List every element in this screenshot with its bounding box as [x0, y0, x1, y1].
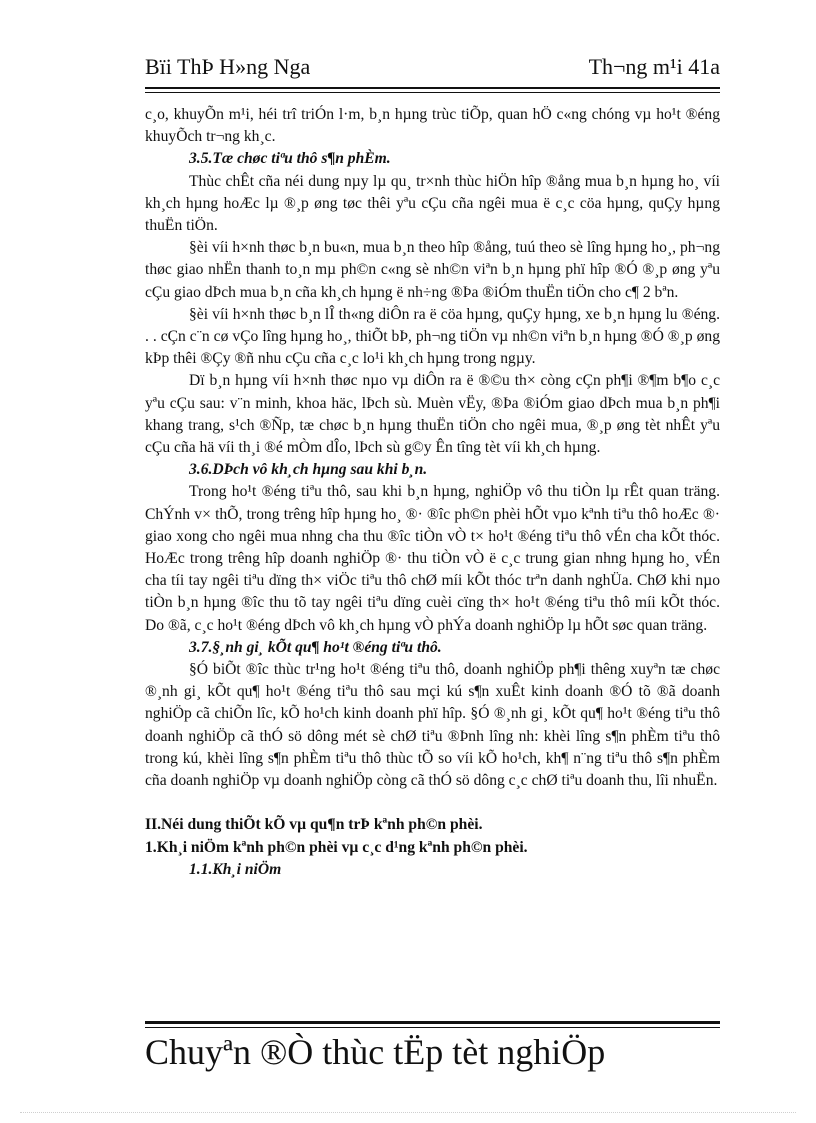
- footer-title: Chuyªn ®Ò thùc tËp tèt nghiÖp: [145, 1032, 606, 1072]
- header-rule-thin: [145, 92, 720, 93]
- section-heading-3-5: 3.5.Tæ chøc tiªu thô s¶n phÈm.: [189, 150, 391, 168]
- paragraph: Thùc chÊt cña néi dung nµy lµ qu¸ tr×nh thùc hiÖn hîp ®ång mua b¸n hµng ho¸ víi kh¸ch hµng hoÆc lµ ®¸p øng tøc thêi yªu cÇu cña ngêi mua ë c¸c cöa hµng, quÇy hµng thuËn tiÖn.: [145, 172, 720, 235]
- header-rule-thick: [145, 87, 720, 89]
- section-heading-3-6: 3.6.DÞch vô kh¸ch hµng sau khi b¸n.: [189, 461, 428, 479]
- paragraph: §èi víi h×nh thøc b¸n bu«n, mua b¸n theo hîp ®ång, tuú theo sè lîng hµng ho¸, ph¬ng thøc giao nhËn thanh to¸n mµ ph©n c«ng sè nh©n viªn b¸n hµng phï hîp ®Ó ®¸p øng yªu cÇu giao dÞch mua b¸n cña kh¸ch hµng ë nh÷ng ®Þa ®iÓm thuËn tiÖn cho c¶ 2 bªn.: [145, 239, 720, 301]
- subsection-heading-1-1: 1.1.Kh¸i niÖm: [189, 860, 282, 878]
- section-heading-3-7: 3.7.§¸nh gi¸ kÕt qu¶ ho¹t ®éng tiªu thô.: [189, 638, 442, 656]
- chapter-heading-II: II.Néi dung thiÕt kÕ vµ qu¶n trÞ kªnh ph©n phèi.: [145, 816, 483, 834]
- paragraph: §èi víi h×nh thøc b¸n lÎ th«ng diÔn ra ë cöa hµng, quÇy hµng, xe b¸n hµng lu ®éng. . . cÇn c¨n cø vÇo lîng hµng ho¸, thiÕt bÞ, ph¬ng tiÖn vµ nh©n viªn b¸n hµng ®Ó ®¸p øng kÞp thêi ®Çy ®ñ nhu cÇu cña c¸c lo¹i kh¸ch hµng trong ngµy.: [145, 305, 720, 368]
- paragraph: Dï b¸n hµng víi h×nh thøc nµo vµ diÔn ra ë ®©u th× còng cÇn ph¶i ®¶m b¶o c¸c yªu cÇu sau: v¨n minh, khoa häc, lÞch sù. Muèn vËy, ®Þa ®iÓm giao dÞch mua b¸n ph¶i khang trang, s¹ch ®Ñp, tæ chøc b¸n hµng thuËn tiÖn cho ngêi mua, ®¸p øng tèt nhÊt yªu cÇu cña hä víi th¸i ®é mÒm dÎo, lÞch sù g©y Ên tîng tèt víi kh¸ch hµng.: [145, 372, 720, 457]
- document-body: [145, 104, 720, 881]
- page-edge-dotted-line: [20, 1112, 796, 1113]
- page-header: [145, 54, 720, 84]
- paragraph-continued: c¸o, khuyÕn m¹i, héi trî triÓn l·m, b¸n hµng trùc tiÕp, quan hÖ c«ng chóng vµ ho¹t ®éng khuyÕch tr¬ng kh¸c.: [145, 106, 720, 146]
- header-author: Bïi ThÞ H»ng Nga: [145, 54, 311, 79]
- footer-rule-thin: [145, 1027, 720, 1028]
- paragraph: §Ó biÕt ®îc thùc tr¹ng ho¹t ®éng tiªu thô, doanh nghiÖp ph¶i thêng xuyªn tæ chøc ®¸nh gi¸ kÕt qu¶ ho¹t ®éng tiªu thô sau mçi kú s¶n xuÊt kinh doanh ®Ó tõ ®ã doanh nghiÖp cã chiÕn lîc, kÕ ho¹ch kinh doanh phï hîp. §Ó ®¸nh gi¸ kÕt qu¶ ho¹t ®éng tiªu thô doanh nghiÖp cã thÓ sö dông mét sè chØ tiªu ®Þnh lîng nh: khèi lîng s¶n phÈm tiªu thô trong kú, khèi lîng s¶n phÈm tiªu thô thùc tÕ so víi kÕ ho¹ch, kh¶ n¨ng tiªu thô s¶n phÈm cña doanh nghiÖp vµ doanh nghiÖp còng cã thÓ sö dông c¸c chØ tiªu doanh thu, lîi nhuËn.: [145, 661, 720, 790]
- section-heading-1: 1.Kh¸i niÖm kªnh ph©n phèi vµ c¸c d¹ng kªnh ph©n phèi.: [145, 838, 528, 856]
- paragraph: Trong ho¹t ®éng tiªu thô, sau khi b¸n hµng, nghiÖp vô thu tiÒn lµ rÊt quan träng. ChÝnh v× thÕ, trong trêng hîp hµng ho¸ ®· ®îc ph©n phèi hÕt vµo kªnh tiªu thô hoÆc ®· giao xong cho ngêi mua nhng cha thu ®îc tiÒn vÒ t× ho¹t ®éng tiªu thô vÉn cha kÕt thóc. HoÆc trong trêng hîp doanh nghiÖp ®· thu tiÒn vÒ ë c¸c trung gian nhng hµng ho¸ vÉn cha tíi tay ngêi tiªu dïng th× viÖc tiªu thô chØ míi kÕt thóc trªn danh nghÜa. ChØ khi nµo tiÒn b¸n hµng ®îc thu tõ tay ngêi tiªu dïng cuèi cïng th× ho¹t ®éng tiªu thô míi kÕt thóc. Do ®ã, c¸c ho¹t ®éng dÞch vô kh¸ch hµng vÒ phÝa doanh nghiÖp lµ hÕt søc quan träng.: [145, 483, 720, 634]
- header-class: Th¬ng m¹i 41a: [588, 54, 720, 79]
- footer-rule-thick: [145, 1021, 720, 1024]
